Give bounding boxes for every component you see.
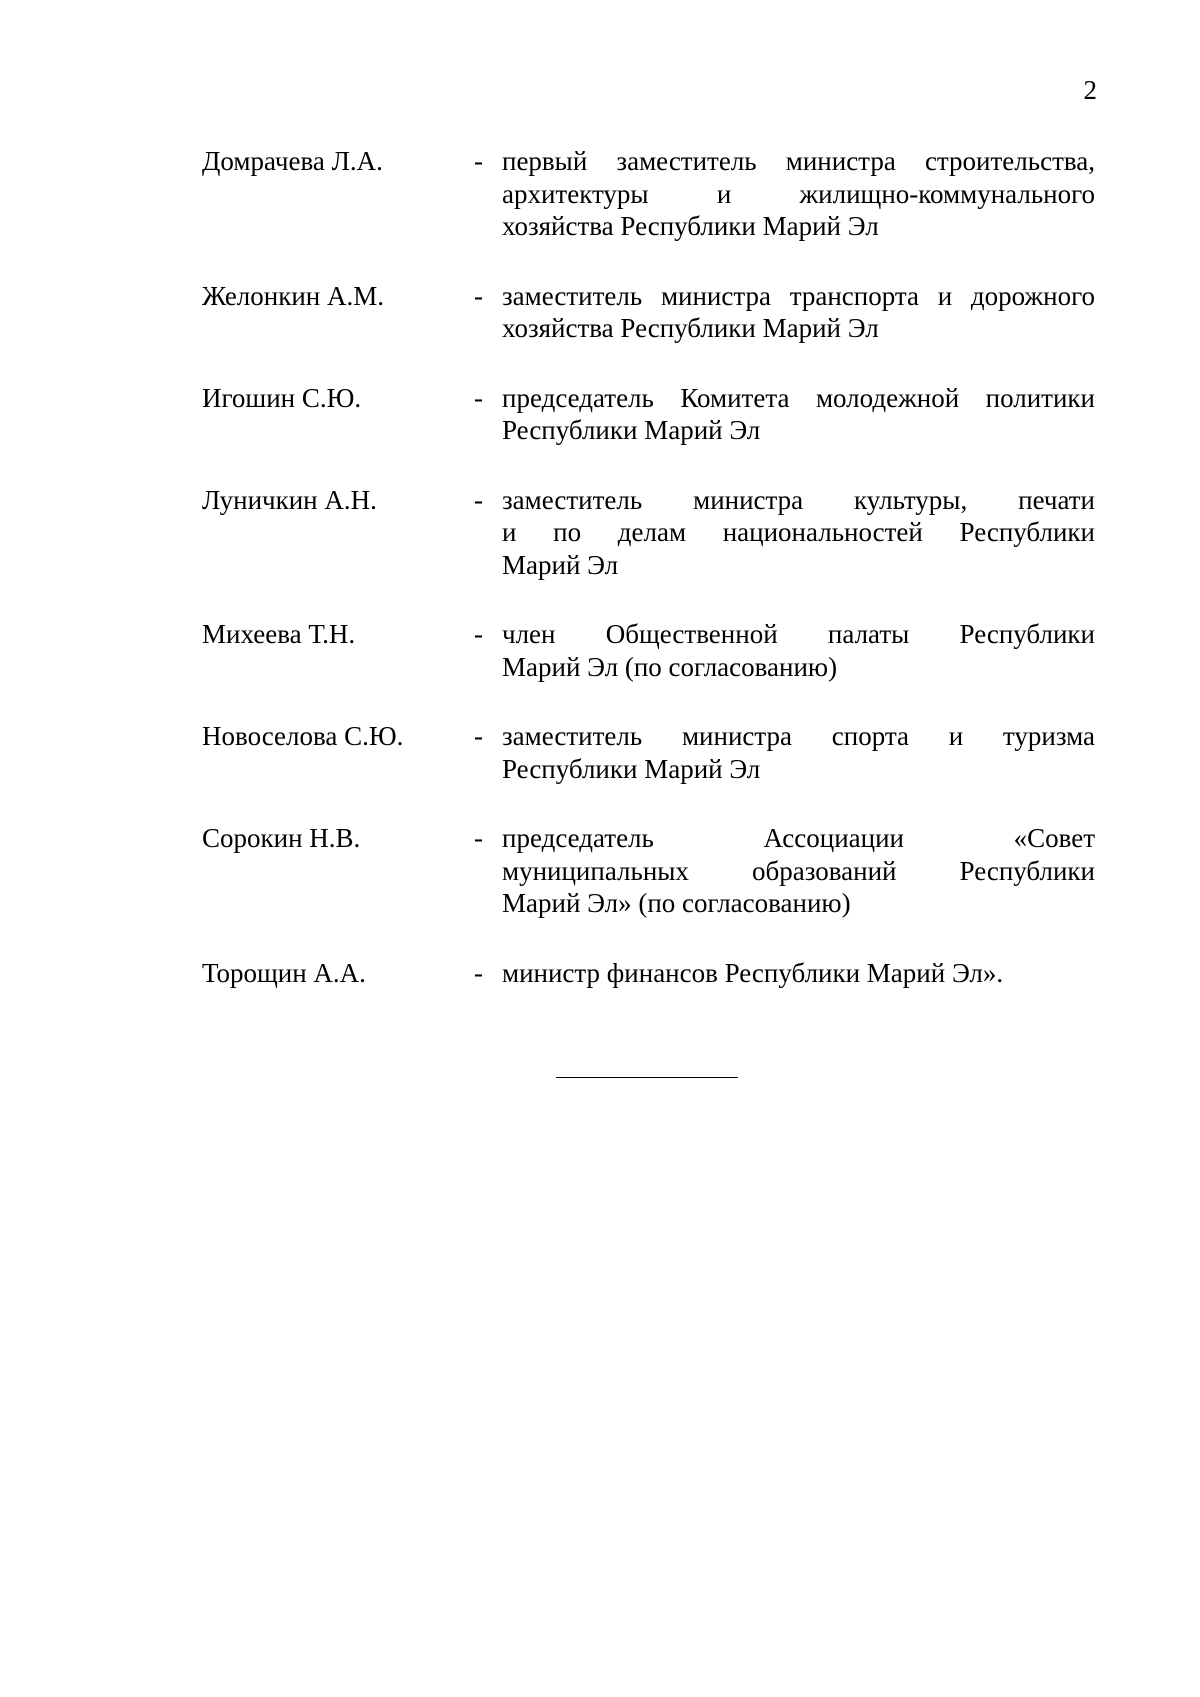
member-role [502,145,1095,243]
member-row [202,618,1095,683]
member-name: Михеева Т.Н. [202,619,356,649]
member-row [202,280,1095,345]
role-line: и по делам национальностей Республики [502,517,1095,547]
role-line: заместитель министра транспорта и дорожного [502,280,1095,311]
member-dash: - [474,823,483,853]
member-dash: - [474,957,483,988]
role-line: архитектуры и жилищно-коммунального [502,178,1095,209]
member-row [202,957,1095,990]
role-line: Марий Эл [502,549,619,580]
role-line: председатель Ассоциации «Совет [502,823,1095,853]
member-row [202,145,1095,243]
end-rule [556,1077,738,1078]
member-row [202,382,1095,447]
member-role [502,720,1095,785]
member-name: Торощин А.А. [202,957,366,988]
member-row [202,484,1095,582]
member-dash: - [474,280,483,311]
role-line: заместитель министра спорта и туризма [502,721,1095,751]
member-name: Сорокин Н.В. [202,823,361,853]
member-dash: - [474,146,483,176]
member-role [502,957,1095,990]
role-line: хозяйства Республики Марий Эл [502,211,879,241]
role-line: Марий Эл (по согласованию) [502,651,838,682]
role-line: Марий Эл» (по согласованию) [502,888,851,918]
role-line: хозяйства Республики Марий Эл [502,313,879,343]
member-row [202,822,1095,920]
member-role [502,822,1095,920]
role-line: заместитель министра культуры, печати [502,484,1095,515]
role-line: министр финансов Республики Марий Эл». [502,957,1004,988]
member-role [502,618,1095,683]
member-role [502,382,1095,447]
member-name: Домрачева Л.А. [202,146,383,176]
member-dash: - [474,484,483,515]
member-dash: - [474,619,483,649]
member-role [502,484,1095,582]
member-name: Желонкин А.М. [202,280,384,311]
role-line: член Общественной палаты Республики [502,619,1095,649]
role-line: Республики Марий Эл [502,415,761,445]
member-dash: - [474,721,483,751]
role-line: первый заместитель министра строительства, [502,146,1095,176]
member-role [502,280,1095,345]
role-line: Республики Марий Эл [502,753,761,784]
member-name: Новоселова С.Ю. [202,721,404,751]
member-name: Луничкин А.Н. [202,484,377,515]
member-dash: - [474,382,483,413]
member-row [202,720,1095,785]
role-line: муниципальных образований Республики [502,855,1095,886]
role-line: председатель Комитета молодежной политики [502,382,1095,413]
member-name: Игошин С.Ю. [202,382,362,413]
page-number: 2 [1083,75,1097,105]
members-list [202,145,1095,1026]
